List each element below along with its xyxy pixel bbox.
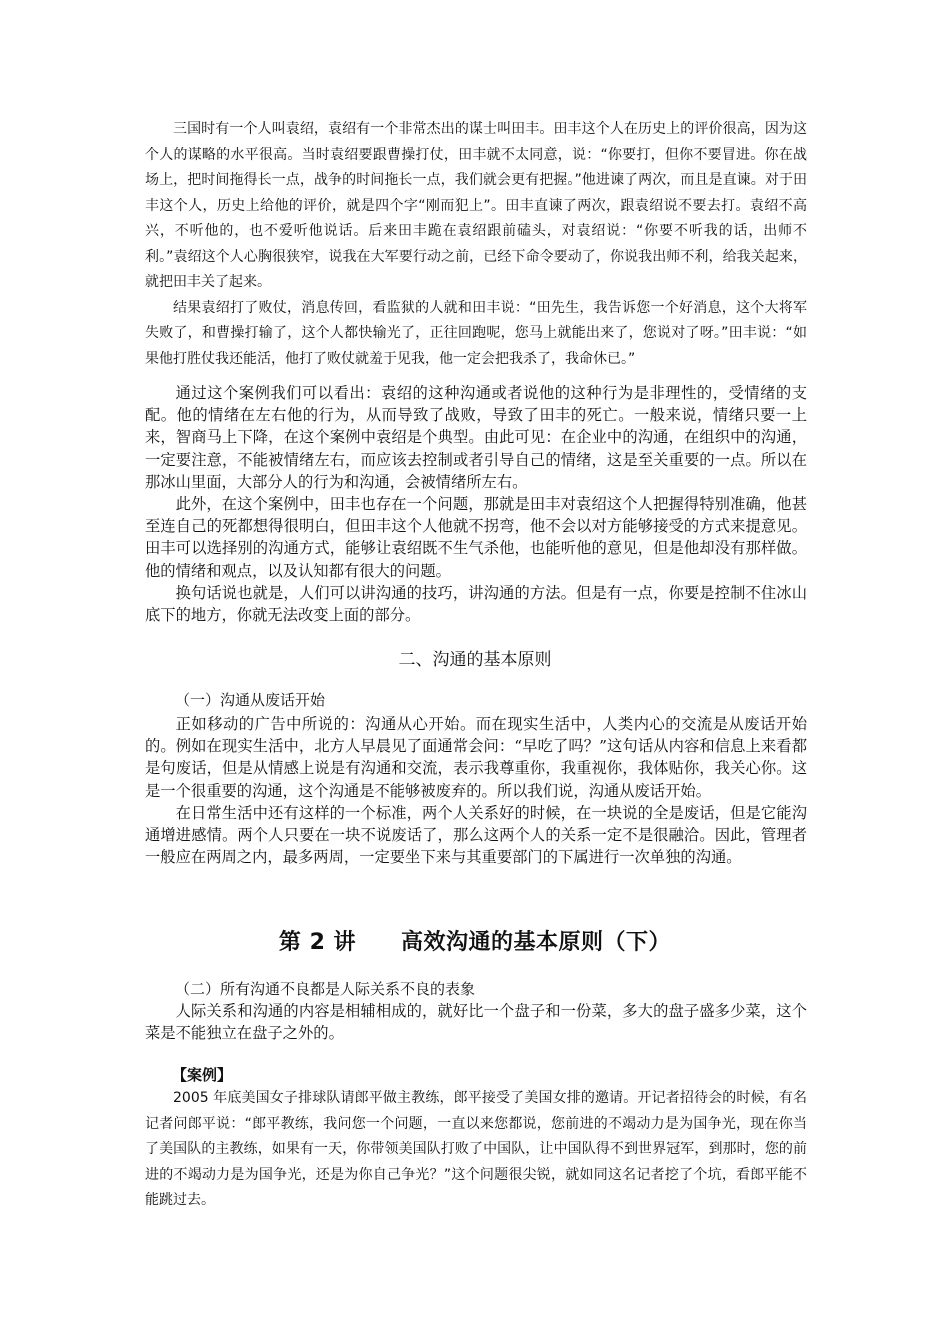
section-heading: 二、沟通的基本原则 — [398, 650, 552, 670]
subsection-1-text — [145, 713, 807, 868]
story-text — [145, 117, 807, 372]
paragraph: 换句话说也就是，人们可以讲沟通的技巧，讲沟通的方法。但是有一点，你要是控制不住冰山底下的地方，你就无法改变上面的部分。 — [145, 583, 807, 625]
paragraph: 在日常生活中还有这样的一个标准，两个人关系好的时候，在一块说的全是废话，但是它能沟通增进感情。两个人只要在一块不说废话了，那么这两个人的关系一定不是很融洽。因此，管理者一般应在两周之内，最多两周，一定要坐下来与其重要部门的下属进行一次单独的沟通。 — [145, 803, 807, 867]
subsection-2-text — [145, 1000, 807, 1044]
paragraph: 正如移动的广告中所说的：沟通从心开始。而在现实生活中，人类内心的交流是从废话开始的。例如在现实生活中，北方人早晨见了面通常会问：“早吃了吗？”这句话从内容和信息上来看都是句废话，但是从情感上说是有沟通和交流，表示我尊重你，我重视你，我体贴你，我关心你。这是一个很重要的沟通，这个沟通是不能够被废弃的。所以我们说，沟通从废话开始。 — [145, 715, 807, 800]
case-heading: 【案例】 — [172, 1066, 233, 1084]
paragraph: 通过这个案例我们可以看出：袁绍的这种沟通或者说他的这种行为是非理性的，受情绪的支配。他的情绪在左右他的行为，从而导致了战败，导致了田丰的死亡。一般来说，情绪只要一上来，智商马上下降，在这个案例中袁绍是个典型。由此可见：在企业中的沟通，在组织中的沟通，一定要注意，不能被情绪左右，而应该去控制或者引导自己的情绪，这是至关重要的一点。所以在那冰山里面，大部分人的行为和沟通，会被情绪所左右。 — [145, 384, 807, 491]
paragraph: 三国时有一个人叫袁绍，袁绍有一个非常杰出的谋士叫田丰。田丰这个人在历史上的评价很高，因为这个人的谋略的水平很高。当时袁绍要跟曹操打仗，田丰就不太同意，说：“你要打，但你不要冒进。你在战场上，把时间拖得长一点，战争的时间拖长一点，我们就会更有把握。”他进谏了两次，而且是直谏。对于田丰这个人，历史上给他的评价，就是四个字“刚而犯上”。田丰直谏了两次，跟袁绍说不要去打。袁绍不高兴，不听他的，也不爱听他说话。后来田丰跪在袁绍跟前磕头，对袁绍说：“你要不听我的话，出师不利。”袁绍这个人心胸很狭窄，说我在大军要行动之前，已经下命令要动了，你说我出师不利，给我关起来，就把田丰关了起来。 — [145, 121, 807, 290]
analysis-text — [145, 382, 807, 626]
paragraph: 2005 年底美国女子排球队请郎平做主教练，郎平接受了美国女排的邀请。开记者招待会的时候，有名记者问郎平说：“郎平教练，我问您一个问题，一直以来您都说，您前进的不竭动力是为国争光，现在你当了美国队的主教练，如果有一天，你带领美国队打败了中国队，让中国队得不到世界冠军，到那时，您的前进的不竭动力是为国争光，还是为你自己争光？”这个问题很尖锐，就如同这名记者挖了个坑，看郎平能不能跳过去。 — [145, 1090, 807, 1208]
paragraph: 此外，在这个案例中，田丰也存在一个问题，那就是田丰对袁绍这个人把握得特别准确，他甚至连自己的死都想得很明白，但田丰这个人他就不拐弯，他不会以对方能够接受的方式来提意见。田丰可以选择别的沟通方式，能够让袁绍既不生气杀他，也能听他的意见，但是他却没有那样做。他的情绪和观点，以及认知都有很大的问题。 — [145, 495, 807, 580]
subheading-1: （一）沟通从废话开始 — [175, 691, 326, 709]
paragraph: 结果袁绍打了败仗，消息传回，看监狱的人就和田丰说：“田先生，我告诉您一个好消息，这个大将军失败了，和曹操打输了，这个人都快输光了，正往回跑呢，您马上就能出来了，您说对了呀。”田丰说：“如果他打胜仗我还能活，他打了败仗就羞于见我，他一定会把我杀了，我命休已。” — [145, 299, 807, 367]
lecture-heading: 第 2 讲 高效沟通的基本原则（下） — [278, 930, 672, 955]
paragraph: 人际关系和沟通的内容是相辅相成的，就好比一个盘子和一份菜，多大的盘子盛多少菜，这个菜是不能独立在盘子之外的。 — [145, 1002, 807, 1043]
subheading-2: （二）所有沟通不良都是人际关系不良的表象 — [175, 980, 476, 998]
case-text — [145, 1086, 807, 1214]
